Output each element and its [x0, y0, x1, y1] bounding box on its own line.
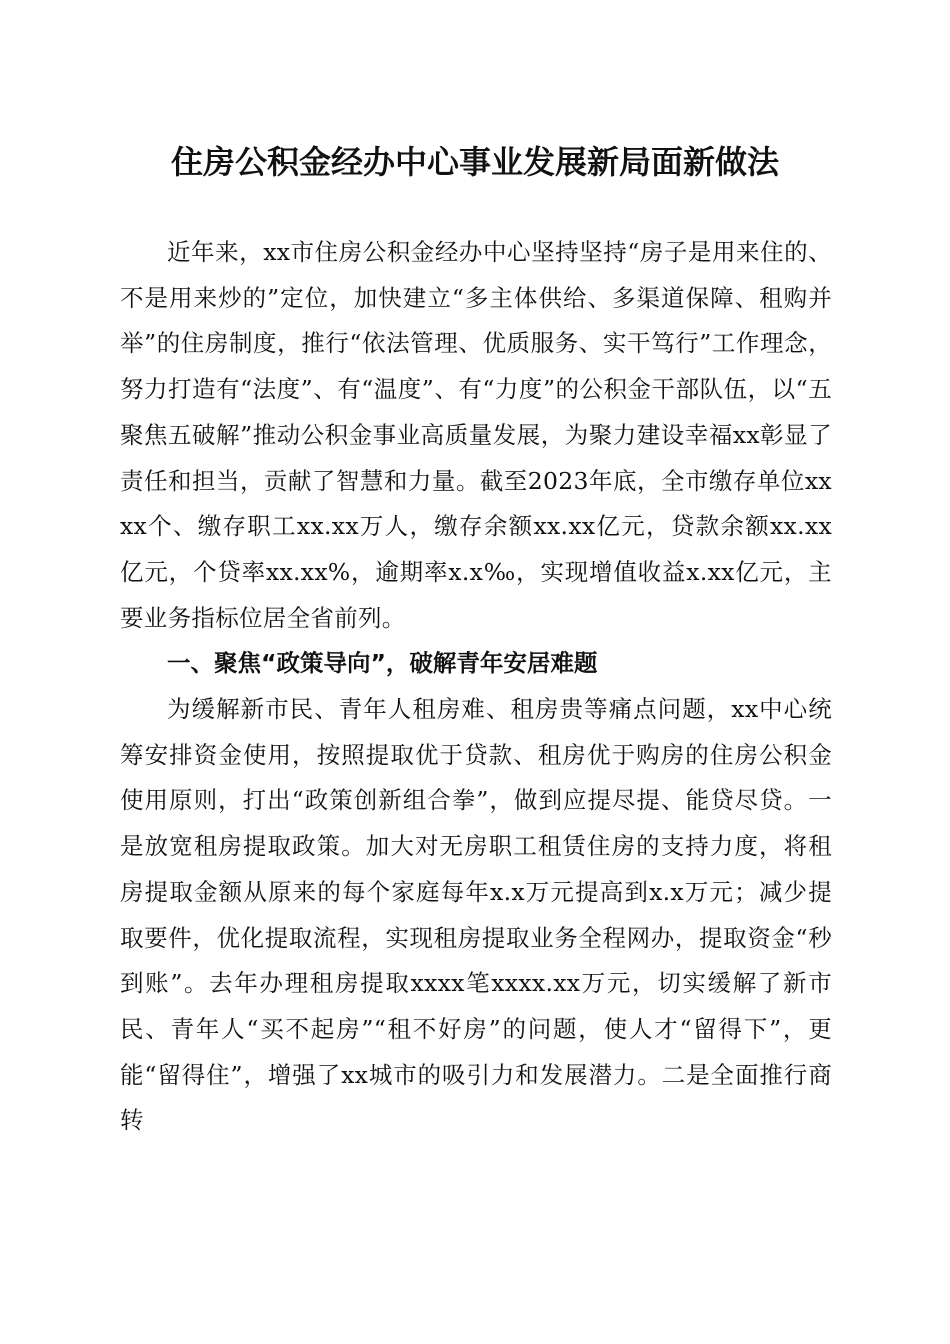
intro-paragraph: 近年来，xx市住房公积金经办中心坚持坚持“房子是用来住的、不是用来炒的”定位，加快建立“多主体供给、多渠道保障、租购并举”的住房制度，推行“依法管理、优质服务、实干笃行”工作理念，努力打造有“法度”、有“温度”、有“力度”的公积金干部队伍，以“五聚焦五破解”推动公积金事业高质量发展，为聚力建设幸福xx彰显了责任和担当，贡献了智慧和力量。截至2023年底，全市缴存单位xxxx个、缴存职工xx.xx万人，缴存余额xx.xx亿元，贷款余额xx.xx亿元，个贷率xx.xx%，逾期率x.x‰，实现增值收益x.xx亿元，主要业务指标位居全省前列。: [120, 238, 832, 632]
document-body: [120, 230, 832, 1144]
section-heading-1: 一、聚焦“政策导向”，破解青年安居难题: [167, 649, 598, 678]
document-title: 住房公积金经办中心事业发展新局面新做法: [170, 143, 779, 181]
section-1-paragraph: 为缓解新市民、青年人租房难、租房贵等痛点问题，xx中心统筹安排资金使用，按照提取优于贷款、租房优于购房的住房公积金使用原则，打出“政策创新组合拳”，做到应提尽提、能贷尽贷。一是放宽租房提取政策。加大对无房职工租赁住房的支持力度，将租房提取金额从原来的每个家庭每年x.x万元提高到x.x万元；减少提取要件，优化提取流程，实现租房提取业务全程网办，提取资金“秒到账”。去年办理租房提取xxxx笔xxxx.xx万元，切实缓解了新市民、青年人“买不起房”“租不好房”的问题，使人才“留得下”，更能“留得住”，增强了xx城市的吸引力和发展潜力。二是全面推行商转: [120, 695, 832, 1135]
